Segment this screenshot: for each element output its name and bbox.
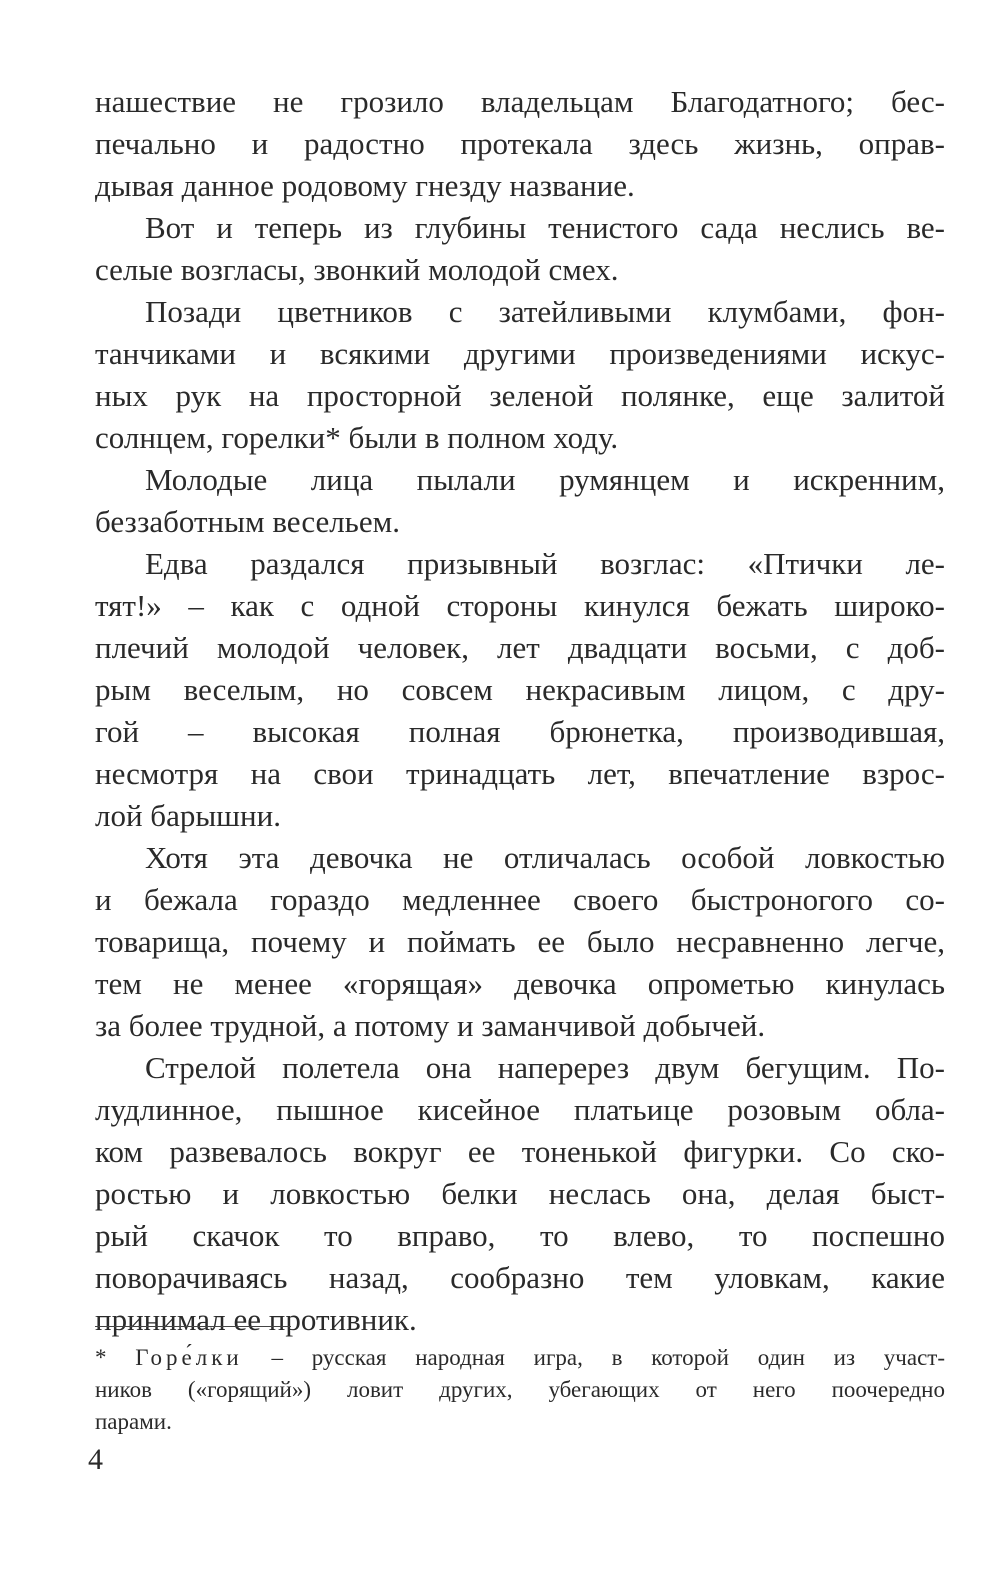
text-line: и бежала гораздо медленнее своего быстроногого со- [95, 882, 945, 917]
text-line: за более трудной, а потому и заманчивой добычей. [95, 1008, 766, 1043]
text-line: нашествие не грозило владельцам Благодатного; бес- [95, 84, 945, 119]
text-line: танчиками и всякими другими произведениями искус- [95, 336, 945, 371]
text-line: Стрелой полетела она наперерез двум бегущим. По- [145, 1050, 945, 1085]
text-line: ных рук на просторной зеленой полянке, еще залитой [95, 378, 945, 413]
text-line: ростью и ловкостью белки неслась она, делая быст- [95, 1176, 945, 1211]
footnote-term: Горе́лки [135, 1345, 243, 1370]
text-line: селые возгласы, звонкий молодой смех. [95, 252, 619, 287]
footnote-line: ников («горящий») ловит других, убегающих от него поочередно [95, 1377, 945, 1402]
text-line: лудлинное, пышное кисейное платьице розовым обла- [95, 1092, 945, 1127]
text-line: рым веселым, но совсем некрасивым лицом, с дру- [95, 672, 945, 707]
text-line: Едва раздался призывный возглас: «Птички ле- [145, 546, 945, 581]
footnote-definition: – русская народная игра, в которой один из участ- [242, 1345, 945, 1370]
footnote-divider [95, 1326, 291, 1327]
text-line: плечий молодой человек, лет двадцати восьми, с доб- [95, 630, 945, 665]
text-line: Позади цветников с затейливыми клумбами, фон- [145, 294, 945, 329]
page-number: 4 [88, 1443, 103, 1476]
text-line: товарища, почему и поймать ее было несравненно легче, [95, 924, 945, 959]
text-line: ком развевалось вокруг ее тоненькой фигурки. Со ско- [95, 1134, 945, 1169]
text-line: лой барышни. [95, 798, 281, 833]
text-line: печально и радостно протекала здесь жизнь, оправ- [95, 126, 945, 161]
text-line: несмотря на свои тринадцать лет, впечатление взрос- [95, 756, 945, 791]
text-line: беззаботным весельем. [95, 504, 400, 539]
text-line: Хотя эта девочка не отличалась особой ловкостью [145, 840, 945, 875]
text-line: солнцем, горелки* были в полном ходу. [95, 420, 619, 455]
text-line: принимал ее противник. [95, 1302, 417, 1337]
text-line: тят!» – как с одной стороны кинулся бежать широко- [95, 588, 945, 623]
text-line: Молодые лица пылали румянцем и искренним, [145, 462, 945, 497]
footnote-marker: * [95, 1345, 107, 1370]
text-line: дывая данное родовому гнезду название. [95, 168, 635, 203]
text-line: рый скачок то вправо, то влево, то поспешно [95, 1218, 945, 1253]
text-line: тем не менее «горящая» девочка опрометью кинулась [95, 966, 945, 1001]
text-line: поворачиваясь назад, сообразно тем уловкам, какие [95, 1260, 945, 1295]
footnote-line: парами. [95, 1409, 172, 1434]
text-line: гой – высокая полная брюнетка, производившая, [95, 714, 945, 749]
text-line: Вот и теперь из глубины тенистого сада неслись ве- [145, 210, 945, 245]
footnote-line [95, 1342, 945, 1374]
